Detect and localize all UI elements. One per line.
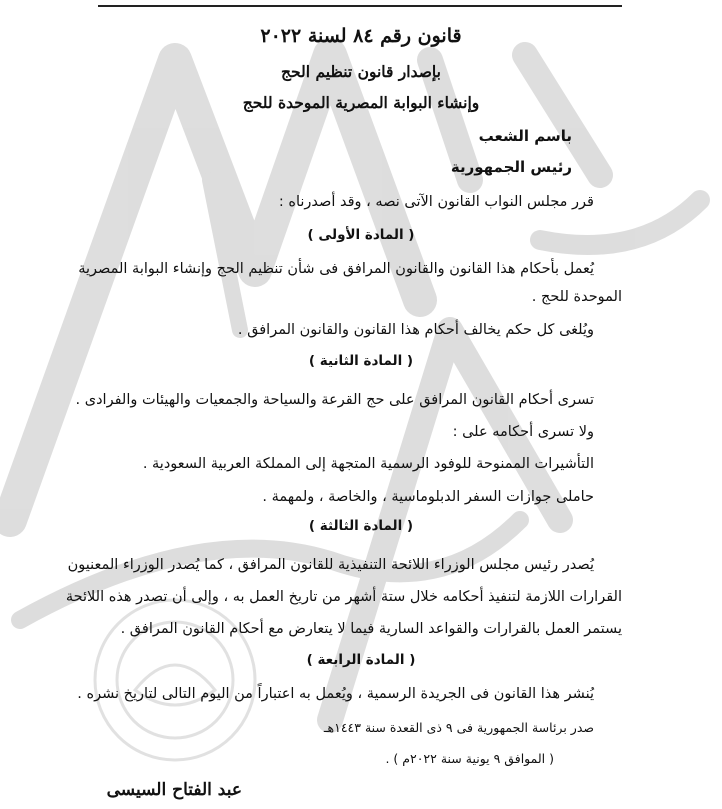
article-2-line-3: التأشيرات الممنوحة للوفود الرسمية المتجهة إلى المملكة العربية السعودية .: [142, 456, 594, 472]
article-2-line-4: حاملى جوازات السفر الدبلوماسية ، والخاصة ، ولمهمة .: [262, 489, 594, 505]
issued-date-gregorian: ( الموافق ٩ يونية سنة ٢٠٢٢م ) .: [385, 751, 554, 766]
president-heading: رئيس الجمهورية: [450, 158, 572, 176]
article-4-line-1: يُنشر هذا القانون فى الجريدة الرسمية ، ويُعمل به اعتباراً من اليوم التالى لتاريخ نشره .: [77, 686, 594, 702]
article-2-line-1: تسرى أحكام القانون المرافق على حج القرعة والسياحة والجمعيات والهيئات والفرادى .: [75, 392, 594, 408]
article-3-line-1: يُصدر رئيس مجلس الوزراء اللائحة التنفيذية للقانون المرافق ، كما يُصدر الوزراء المعنيون: [67, 557, 594, 573]
preamble: قرر مجلس النواب القانون الآتى نصه ، وقد أصدرناه :: [278, 194, 594, 210]
article-3-line-2: القرارات اللازمة لتنفيذ أحكامه خلال ستة أشهر من تاريخ العمل به ، وإلى أن تصدر هذه اللائحة: [65, 589, 622, 605]
article-2-line-2: ولا تسرى أحكامه على :: [452, 424, 594, 440]
law-title: قانون رقم ٨٤ لسنة ٢٠٢٢: [260, 25, 462, 47]
article-2-heading: ( المادة الثانية ): [308, 353, 414, 369]
issued-date-hijri: صدر برئاسة الجمهورية فى ٩ ذى القعدة سنة ١٤٤٣هـ: [323, 720, 594, 735]
article-1-line-3: ويُلغى كل حكم يخالف أحكام هذا القانون والقانون المرافق .: [237, 322, 594, 338]
article-3-heading: ( المادة الثالثة ): [308, 518, 414, 534]
law-subtitle-1: بإصدار قانون تنظيم الحج: [281, 62, 441, 81]
law-subtitle-2: وإنشاء البوابة المصرية الموحدة للحج: [242, 93, 480, 112]
in-name-of-people: باسم الشعب: [478, 127, 572, 145]
article-1-line-2: الموحدة للحج .: [531, 289, 622, 305]
article-1-line-1: يُعمل بأحكام هذا القانون والقانون المرافق فى شأن تنظيم الحج وإنشاء البوابة المصرية: [78, 261, 594, 277]
article-4-heading: ( المادة الرابعة ): [306, 652, 416, 668]
article-1-heading: ( المادة الأولى ): [307, 227, 415, 243]
signature: عبد الفتاح السيسى: [106, 780, 242, 800]
article-3-line-3: يستمر العمل بالقرارات والقواعد السارية فيما لا يتعارض مع أحكام القانون المرافق .: [120, 621, 622, 637]
